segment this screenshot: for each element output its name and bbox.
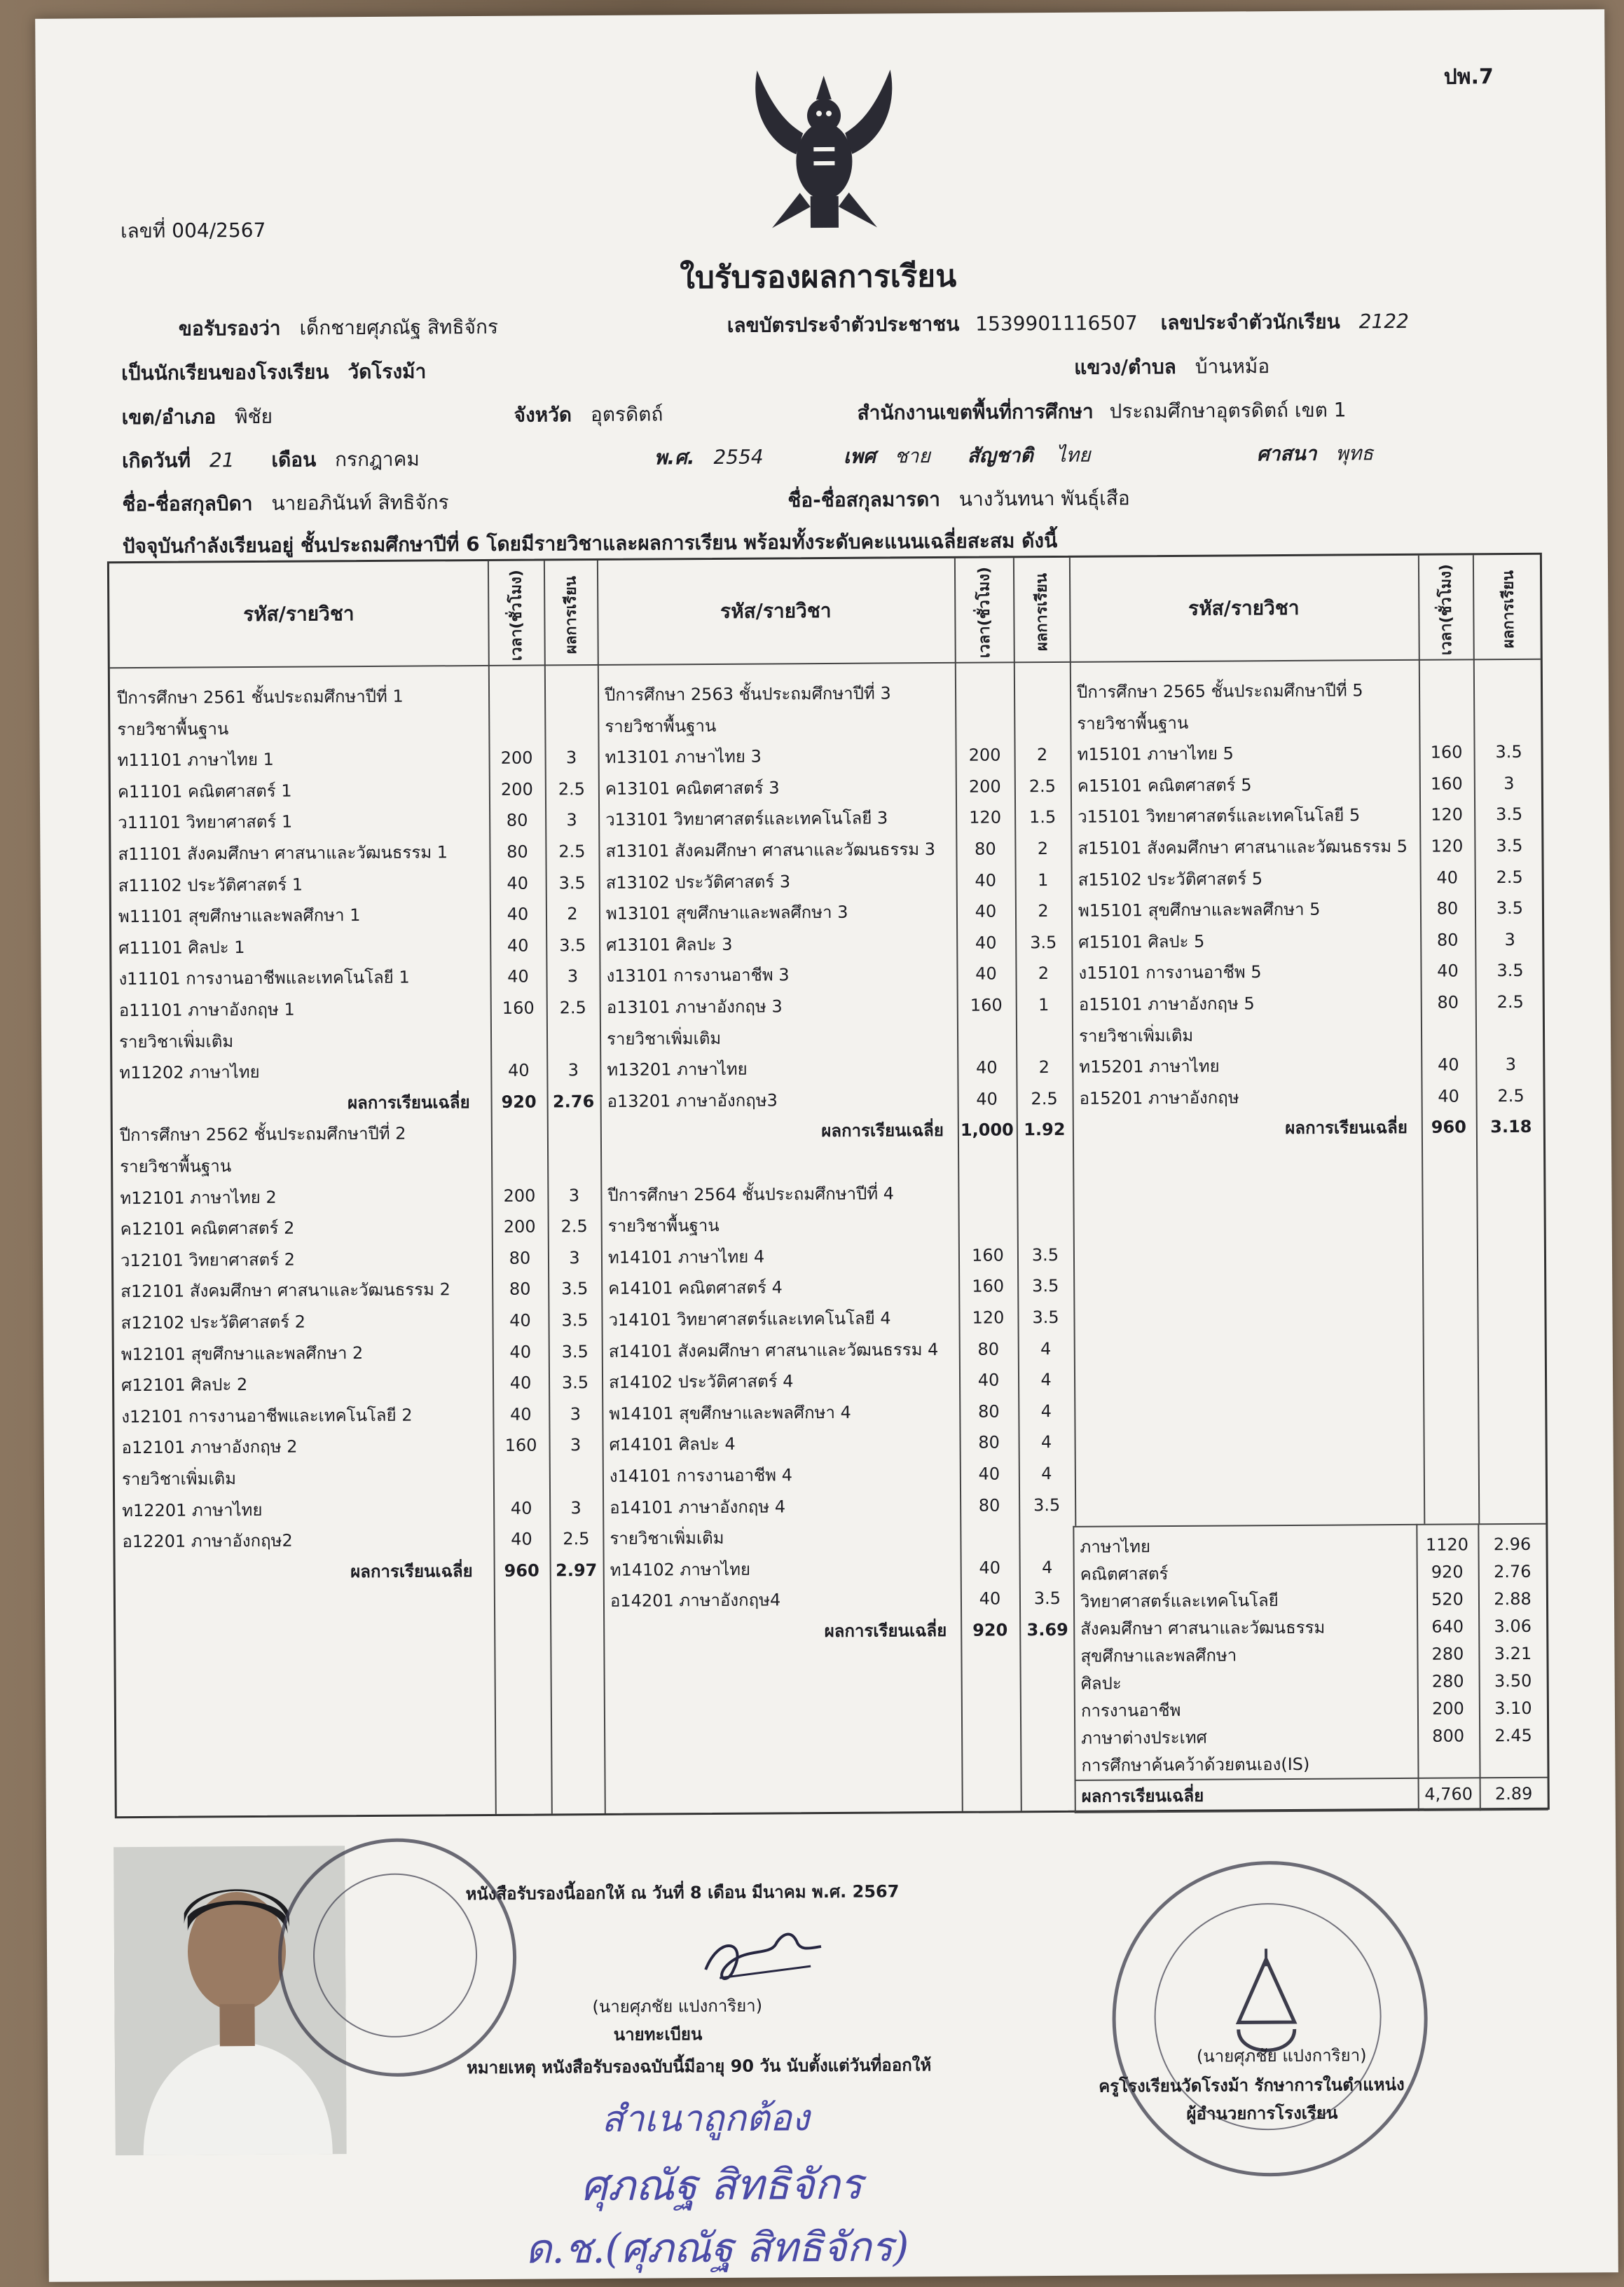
subject-cell: ศ11101 ศิลปะ 1 — [118, 937, 245, 958]
mother-name: นางวันทนา พันธุ์เสือ — [958, 486, 1130, 511]
document-number: เลขที่ 004/2567 — [120, 218, 266, 243]
summary-hours: 640 — [1431, 1616, 1464, 1637]
born-month: กรกฎาคม — [335, 447, 420, 472]
grade-cell: 3.5 — [561, 1310, 589, 1331]
hours-cell: 40 — [510, 1498, 532, 1518]
hours-cell: 40 — [975, 1057, 998, 1078]
grade-cell: 2 — [567, 904, 578, 924]
subject-cell: ปีการศึกษา 2563 ชั้นประถมศึกษาปีที่ 3 — [604, 683, 891, 705]
hours-cell: 120 — [1431, 804, 1464, 825]
father-label: ชื่อ-ชื่อสกุลบิดา — [122, 491, 253, 516]
hours-cell: 40 — [507, 966, 529, 987]
form-code: ปพ.7 — [1443, 64, 1494, 90]
hours-cell: 40 — [977, 1370, 1000, 1390]
subject-cell: รายวิชาเพิ่มเติม — [606, 1028, 722, 1049]
grade-cell: 3 — [570, 1435, 582, 1455]
subject-cell: ปีการศึกษา 2565 ชั้นประถมศึกษาปีที่ 5 — [1076, 680, 1363, 702]
hours-cell: 40 — [1438, 1086, 1459, 1106]
subject-cell: ค12101 คณิตศาสตร์ 2 — [120, 1218, 295, 1239]
subject-cell: รายวิชาเพิ่มเติม — [610, 1528, 724, 1549]
hours-cell: 40 — [507, 935, 529, 956]
director-title-1: ครูโรงเรียนวัดโรงม้า รักษาการในตำแหน่ง — [1099, 2074, 1405, 2096]
summary-row — [1074, 1747, 1548, 1781]
subject-cell: ผลการเรียนเฉลี่ย — [350, 1560, 473, 1581]
grade-cell: 3.18 — [1490, 1117, 1532, 1137]
grade-cell: 1.92 — [1024, 1120, 1066, 1140]
hours-cell — [958, 1177, 1017, 1178]
subject-cell: ท12101 ภาษาไทย 2 — [120, 1187, 277, 1208]
hours-cell: 40 — [975, 933, 997, 953]
summary-subject: สุขศึกษาและพลศึกษา — [1080, 1645, 1237, 1666]
hours-cell: 120 — [1431, 836, 1464, 856]
hours-cell: 40 — [507, 873, 529, 893]
summary-grade: 2.88 — [1494, 1588, 1532, 1609]
director-name: (นายศุภชัย แปงการิยา) — [1196, 2045, 1367, 2066]
grade-cell: 4 — [1040, 1370, 1052, 1390]
student-name: เด็กชายศุภณัฐ สิทธิจักร — [299, 315, 499, 340]
subject-cell: ท11101 ภาษาไทย 1 — [117, 749, 274, 771]
grade-cell: 3.5 — [1030, 932, 1057, 953]
subject-cell: ผลการเรียนเฉลี่ย — [1285, 1118, 1408, 1139]
summary-subject: ศิลปะ — [1080, 1673, 1122, 1694]
hours-cell: 960 — [1431, 1117, 1466, 1138]
hours-cell: 920 — [972, 1620, 1008, 1640]
subject-cell: รายวิชาเพิ่มเติม — [1078, 1025, 1194, 1046]
grade-cell — [1475, 1017, 1546, 1018]
subject-cell: ปีการศึกษา 2562 ชั้นประถมศึกษาปีที่ 2 — [119, 1124, 406, 1146]
director-title-2: ผู้อำนวยการโรงเรียน — [1186, 2103, 1338, 2124]
hours-cell: 200 — [500, 748, 533, 769]
subdistrict-value: บ้านหม้อ — [1195, 355, 1270, 378]
born-year: 2554 — [713, 445, 764, 469]
subject-cell: ส12101 สังคมศึกษา ศาสนาและวัฒนธรรม 2 — [121, 1279, 450, 1302]
hours-cell: 80 — [509, 1248, 531, 1268]
hours-cell — [960, 1521, 1019, 1522]
subject-cell: ง15101 การงานอาชีพ 5 — [1078, 962, 1262, 984]
handwritten-certified-copy: สำเนาถูกต้อง — [601, 2097, 810, 2141]
registrar-title: นายทะเบียน — [613, 2024, 703, 2045]
grade-cell: 4 — [1040, 1338, 1052, 1359]
handwritten-signature-name: ศุภณัฐ สิทธิจักร — [580, 2159, 863, 2211]
grade-cell: 3 — [1505, 1055, 1517, 1075]
hours-cell: 40 — [509, 1404, 532, 1424]
subject-cell: พ14101 สุขศึกษาและพลศึกษา 4 — [609, 1402, 851, 1424]
grade-cell: 2 — [1038, 901, 1049, 921]
hours-cell: 40 — [507, 904, 529, 924]
grade-cell: 4 — [1041, 1557, 1053, 1577]
religion-value: พุทธ — [1335, 441, 1374, 465]
office-label: สำนักงานเขตพื้นที่การศึกษา — [857, 399, 1094, 425]
grade-cell: 2 — [1038, 1057, 1050, 1078]
grade-cell: 3.5 — [559, 935, 586, 956]
hours-cell: 200 — [968, 745, 1001, 765]
grade-cell: 3 — [567, 1060, 579, 1080]
summary-grade: 3.21 — [1494, 1643, 1532, 1664]
summary-subject: คณิตศาสตร์ — [1080, 1564, 1169, 1584]
grade-cell: 2.5 — [563, 1529, 590, 1549]
hours-cell: 160 — [1430, 774, 1463, 794]
grade-cell: 3 — [1504, 929, 1515, 949]
validity-note: หมายเหตุ หนังสือรับรองฉบับนี้มีอายุ 90 วัน นับตั้งแต่วันที่ออกให้ — [466, 2055, 932, 2078]
subject-cell: อ13101 ภาษาอังกฤษ 3 — [606, 996, 783, 1017]
header-subject-3: รหัส/รายวิชา — [1188, 596, 1300, 620]
student-no-label: เลขประจำตัวนักเรียน — [1160, 310, 1340, 335]
subject-cell: ค15101 คณิตศาสตร์ 5 — [1077, 775, 1252, 796]
grade-cell: 2.97 — [556, 1560, 598, 1581]
grade-cell: 3.69 — [1026, 1619, 1068, 1640]
subject-cell: ค14101 คณิตศาสตร์ 4 — [608, 1277, 783, 1299]
subject-cell: ง11101 การงานอาชีพและเทคโนโลยี 1 — [118, 968, 410, 989]
grade-cell: 2 — [1036, 745, 1048, 765]
summary-hours — [1417, 1747, 1479, 1748]
id-label: เลขบัตรประจำตัวประชาชน — [727, 312, 960, 337]
subject-cell: พ13101 สุขศึกษาและพลศึกษา 3 — [605, 902, 848, 924]
registrar-name: (นายศุภชัย แปงการิยา) — [592, 1996, 763, 2017]
subject-cell: อ14201 ภาษาอังกฤษ4 — [610, 1590, 781, 1612]
subject-cell: อ15101 ภาษาอังกฤษ 5 — [1078, 994, 1255, 1015]
summary-total-grade: 2.89 — [1494, 1783, 1533, 1804]
hours-cell: 40 — [979, 1588, 1001, 1609]
hours-cell: 80 — [1436, 898, 1459, 919]
summary-grade — [1479, 1747, 1548, 1748]
grade-cell: 2 — [1038, 963, 1050, 984]
summary-hours: 920 — [1431, 1562, 1464, 1582]
hours-cell: 40 — [1436, 867, 1459, 888]
header-grade-3: ผลการเรียน — [1499, 570, 1518, 649]
summary-grade: 3.10 — [1494, 1698, 1532, 1719]
hours-cell: 80 — [509, 1279, 531, 1300]
subject-cell: พ12101 สุขศึกษาและพลศึกษา 2 — [121, 1342, 364, 1364]
subject-cell: ส12102 ประวัติศาสตร์ 2 — [121, 1312, 306, 1333]
subject-cell: ว15101 วิทยาศาสตร์และเทคโนโลยี 5 — [1078, 805, 1361, 827]
grade-cell: 3 — [566, 810, 577, 830]
hours-cell: 40 — [1437, 961, 1459, 982]
hours-cell: 200 — [968, 776, 1001, 797]
grade-cell: 1 — [1037, 870, 1049, 890]
summary-total-label: ผลการเรียนเฉลี่ย — [1081, 1785, 1204, 1806]
subject-cell: ส15101 สังคมศึกษา ศาสนาและวัฒนธรรม 5 — [1078, 836, 1408, 858]
grade-cell: 3 — [569, 1247, 580, 1268]
hours-cell: 40 — [1437, 1055, 1459, 1075]
subject-cell: ท14101 ภาษาไทย 4 — [607, 1246, 765, 1268]
hours-cell: 200 — [503, 1186, 536, 1206]
grade-cell: 2.5 — [558, 842, 586, 862]
grade-cell: 3.5 — [1032, 1307, 1059, 1328]
certificate-sheet — [35, 9, 1618, 2282]
grade-cell: 2.5 — [1497, 1085, 1525, 1106]
subject-cell: ง13101 การงานอาชีพ 3 — [606, 965, 790, 987]
grade-cell: 3 — [570, 1403, 582, 1424]
school-name: วัดโรงม้า — [347, 359, 427, 384]
summary-hours: 1120 — [1425, 1534, 1469, 1555]
grade-cell: 3 — [567, 966, 579, 987]
hours-cell: 920 — [501, 1092, 537, 1112]
garuda-emblem — [743, 55, 906, 238]
grade-cell — [1473, 674, 1543, 675]
hours-cell: 80 — [977, 1339, 1000, 1359]
father-name: นายอภินันท์ สิทธิจักร — [271, 490, 449, 515]
hours-cell: 120 — [972, 1307, 1005, 1328]
sex-label: เพศ — [843, 444, 876, 468]
summary-total-hours: 4,760 — [1424, 1784, 1473, 1804]
subject-cell: พ15101 สุขศึกษาและพลศึกษา 5 — [1078, 899, 1321, 921]
grade-cell: 3.5 — [1496, 961, 1524, 981]
grade-cell: 3.5 — [1033, 1588, 1061, 1609]
student-no: 2122 — [1358, 309, 1410, 334]
grade-cell: 3.5 — [561, 1373, 589, 1393]
born-day: 21 — [209, 448, 235, 472]
hours-cell: 200 — [503, 1216, 536, 1237]
subject-cell: รายวิชาพื้นฐาน — [607, 1216, 720, 1237]
subject-cell: รายวิชาพื้นฐาน — [120, 1156, 232, 1177]
grade-cell: 3.5 — [1495, 804, 1523, 825]
grade-cell: 2.76 — [552, 1091, 595, 1112]
grade-cell: 3.5 — [1496, 835, 1523, 856]
hours-cell: 40 — [975, 963, 997, 984]
grade-cell: 4 — [1040, 1401, 1052, 1421]
hours-cell: 40 — [975, 870, 997, 891]
subject-cell: ท11202 ภาษาไทย — [119, 1062, 260, 1083]
subject-cell: ผลการเรียนเฉลี่ย — [824, 1620, 947, 1642]
hours-cell: 80 — [506, 810, 528, 831]
hours-cell: 160 — [970, 995, 1003, 1015]
subject-cell: ส14102 ประวัติศาสตร์ 4 — [608, 1371, 794, 1393]
subject-cell: ท13201 ภาษาไทย — [607, 1059, 748, 1080]
summary-subject: ภาษาไทย — [1080, 1537, 1151, 1557]
subject-cell: ส13101 สังคมศึกษา ศาสนาและวัฒนธรรม 3 — [605, 839, 936, 861]
summary-grade: 2.96 — [1493, 1534, 1532, 1555]
summary-hours: 280 — [1431, 1644, 1464, 1664]
hours-cell: 80 — [978, 1495, 1000, 1516]
subject-cell: อ11101 ภาษาอังกฤษ 1 — [118, 999, 295, 1021]
grade-cell: 3 — [568, 1185, 580, 1205]
header-subject-1: รหัส/รายวิชา — [243, 602, 355, 626]
sex-value: ชาย — [894, 444, 930, 468]
subject-cell: ว11101 วิทยาศาสตร์ 1 — [118, 812, 293, 833]
header-hours-2: เวลา(ชั่วโมง) — [975, 566, 994, 659]
subject-cell: ท13101 ภาษาไทย 3 — [605, 746, 762, 768]
subject-cell: ท12201 ภาษาไทย — [122, 1499, 263, 1520]
born-day-label: เกิดวันที่ — [121, 448, 191, 473]
hours-cell: 960 — [504, 1560, 539, 1581]
subject-cell: ท14102 ภาษาไทย — [610, 1559, 751, 1580]
grade-cell: 3.5 — [561, 1279, 589, 1299]
summary-hours: 800 — [1432, 1726, 1465, 1746]
office-value: ประถมศึกษาอุตรดิตถ์ เขต 1 — [1109, 398, 1347, 423]
grade-cell: 3 — [570, 1497, 582, 1518]
grade-cell: 3.5 — [1033, 1495, 1061, 1515]
province-value: อุตรดิตถ์ — [590, 402, 663, 427]
hours-cell: 40 — [509, 1342, 532, 1362]
hours-cell: 200 — [500, 779, 533, 799]
grade-cell: 3.5 — [1496, 898, 1524, 919]
subject-cell: อ13201 ภาษาอังกฤษ3 — [607, 1090, 778, 1111]
mother-label: ชื่อ-ชื่อสกุลมารดา — [787, 487, 941, 512]
subject-cell: รายวิชาพื้นฐาน — [117, 718, 229, 739]
religion-label: ศาสนา — [1256, 441, 1317, 466]
subject-cell: ศ12101 ศิลปะ 2 — [121, 1375, 248, 1396]
header-hours-3: เวลา(ชั่วโมง) — [1437, 563, 1456, 656]
grade-cell: 2.5 — [1028, 776, 1057, 797]
grade-cell: 3.5 — [1495, 742, 1522, 762]
subject-cell: ศ15101 ศิลปะ 5 — [1078, 931, 1205, 952]
grade-cell: 4 — [1040, 1432, 1052, 1452]
header-grade-2: ผลการเรียน — [1033, 572, 1052, 652]
subdistrict-label: แขวง/ตำบล — [1074, 355, 1176, 379]
district-label: เขต/อำเภอ — [121, 405, 216, 430]
header-grade-1: ผลการเรียน — [562, 576, 581, 654]
summary-subject: การงานอาชีพ — [1080, 1700, 1181, 1721]
hours-cell: 80 — [975, 839, 996, 859]
subject-cell: อ12201 ภาษาอังกฤษ2 — [122, 1530, 293, 1552]
header-subject-2: รหัส/รายวิชา — [720, 598, 832, 623]
handwritten-printed-name: ด.ช.(ศุภณัฐ สิทธิจักร) — [525, 2223, 909, 2273]
hours-cell: 80 — [507, 842, 528, 862]
district-value: พิชัย — [234, 404, 273, 429]
subject-cell: ส11101 สังคมศึกษา ศาสนาและวัฒนธรรม 1 — [118, 842, 448, 865]
hours-cell: 40 — [509, 1373, 532, 1393]
hours-cell: 160 — [971, 1245, 1004, 1265]
summary-subject: วิทยาศาสตร์และเทคโนโลยี — [1080, 1591, 1279, 1612]
subject-cell: ศ14101 ศิลปะ 4 — [609, 1434, 736, 1455]
subject-cell: ท15101 ภาษาไทย 5 — [1077, 743, 1234, 764]
subject-cell: ผลการเรียนเฉลี่ย — [347, 1092, 470, 1113]
summary-subject: การศึกษาค้นคว้าด้วยตนเอง(IS) — [1081, 1754, 1310, 1776]
subject-cell: รายวิชาพื้นฐาน — [1077, 713, 1189, 734]
summary-grade: 2.76 — [1493, 1561, 1532, 1582]
subject-cell: ง14101 การงานอาชีพ 4 — [609, 1465, 793, 1486]
hours-cell: 40 — [976, 1089, 998, 1109]
header-hours-1: เวลา(ชั่วโมง) — [507, 570, 526, 661]
subject-cell: ง12101 การงานอาชีพและเทคโนโลยี 2 — [121, 1405, 413, 1427]
subject-cell: พ11101 สุขศึกษาและพลศึกษา 1 — [118, 905, 361, 927]
certify-label: ขอรับรองว่า — [178, 316, 281, 341]
grade-cell: 3.5 — [1032, 1276, 1059, 1296]
summary-subject: สังคมศึกษา ศาสนาและวัฒนธรรม — [1080, 1617, 1326, 1639]
hours-cell: 40 — [978, 1464, 1000, 1484]
grade-cell: 2 — [1037, 839, 1049, 859]
grade-cell — [1473, 705, 1543, 706]
hours-cell: 80 — [1437, 992, 1459, 1012]
subject-cell: ผลการเรียนเฉลี่ย — [821, 1120, 944, 1141]
hours-cell: 1,000 — [960, 1120, 1014, 1141]
subject-cell: ว12101 วิทยาศาสตร์ 2 — [120, 1249, 296, 1270]
subject-cell: รายวิชาเพิ่มเติม — [118, 1031, 234, 1052]
subject-cell: ปีการศึกษา 2561 ชั้นประถมศึกษาปีที่ 1 — [116, 686, 404, 708]
hours-cell: 40 — [979, 1558, 1001, 1578]
hours-cell: 160 — [504, 1435, 537, 1456]
grade-cell: 2.5 — [559, 998, 586, 1018]
grade-cell: 1.5 — [1028, 807, 1057, 827]
summary-total-row — [1075, 1778, 1548, 1812]
province-label: จังหวัด — [514, 403, 572, 427]
summary-grade: 2.45 — [1494, 1725, 1532, 1746]
grade-cell: 3.5 — [561, 1341, 589, 1361]
page-title: ใบรับรองผลการเรียน — [680, 258, 957, 296]
subject-cell: อ12101 ภาษาอังกฤษ 2 — [121, 1437, 298, 1458]
subject-cell: ปีการศึกษา 2564 ชั้นประถมศึกษาปีที่ 4 — [607, 1183, 895, 1205]
hours-cell: 80 — [977, 1401, 1000, 1422]
subject-cell: ค11101 คณิตศาสตร์ 1 — [117, 781, 292, 802]
registrar-signature — [691, 1920, 832, 1998]
summary-grade: 3.50 — [1494, 1670, 1532, 1691]
hours-cell: 40 — [511, 1529, 532, 1549]
hours-cell: 80 — [1436, 930, 1459, 950]
subject-cell: ส14101 สังคมศึกษา ศาสนาและวัฒนธรรม 4 — [608, 1339, 939, 1361]
subject-cell: อ14101 ภาษาอังกฤษ 4 — [610, 1496, 786, 1518]
summary-subject: ภาษาต่างประเทศ — [1081, 1727, 1207, 1748]
grade-cell: 1 — [1038, 995, 1050, 1015]
subject-cell: รายวิชาเพิ่มเติม — [121, 1469, 237, 1490]
grade-cell: 3 — [1503, 773, 1515, 793]
nationality-label: สัญชาติ — [967, 444, 1033, 467]
grade-cell: 2.5 — [1496, 991, 1524, 1012]
nationality-value: ไทย — [1056, 443, 1091, 467]
school-label: เป็นนักเรียนของโรงเรียน — [121, 360, 329, 385]
intro-sentence: ปัจจุบันกำลังเรียนอยู่ ชั้นประถมศึกษาปีที่ 6 โดยมีรายวิชาและผลการเรียน พร้อมทั้งระดับคะแนนเฉลี่ยสะสม ดังนี้ — [122, 528, 1058, 558]
month-label: เดือน — [271, 448, 317, 472]
hours-cell: 40 — [975, 901, 997, 921]
subject-cell: ค13101 คณิตศาสตร์ 3 — [605, 778, 780, 799]
hours-cell: 120 — [969, 807, 1002, 828]
grade-cell: 3.5 — [1031, 1244, 1059, 1265]
grade-cell: 2.5 — [1496, 867, 1523, 887]
summary-hours: 200 — [1431, 1698, 1464, 1719]
subject-cell: ศ13101 ศิลปะ 3 — [606, 934, 733, 955]
subject-cell: ส15102 ประวัติศาสตร์ 5 — [1078, 868, 1263, 890]
grade-cell: 3.5 — [558, 872, 586, 893]
hours-cell: 80 — [978, 1432, 1000, 1453]
subject-cell: ท15201 ภาษาไทย — [1079, 1056, 1220, 1077]
summary-grade: 3.06 — [1494, 1616, 1532, 1637]
grade-cell: 3 — [565, 748, 577, 768]
grade-cell: 2.5 — [560, 1216, 588, 1237]
subject-cell: รายวิชาพื้นฐาน — [605, 715, 717, 736]
summary-hours: 520 — [1431, 1589, 1464, 1609]
hours-cell: 40 — [507, 1060, 530, 1080]
grade-cell: 2.5 — [558, 778, 586, 799]
subject-cell: อ15201 ภาษาอังกฤษ — [1079, 1087, 1239, 1108]
grade-cell: 2.5 — [1031, 1088, 1058, 1109]
hours-cell: 40 — [509, 1310, 531, 1331]
hours-cell: 160 — [972, 1276, 1005, 1297]
id-value: 1539901116507 — [975, 311, 1138, 336]
subject-cell: ว13101 วิทยาศาสตร์และเทคโนโลยี 3 — [605, 808, 888, 830]
hours-cell: 160 — [1430, 742, 1463, 762]
summary-hours: 280 — [1431, 1671, 1464, 1691]
subject-cell: ส11102 ประวัติศาสตร์ 1 — [118, 874, 303, 895]
hours-cell: 160 — [502, 998, 535, 1018]
subject-cell: ส13102 ประวัติศาสตร์ 3 — [605, 871, 791, 893]
grade-cell: 4 — [1041, 1464, 1052, 1484]
summary-table — [1073, 1523, 1548, 1813]
school-seal-left-inner — [312, 1873, 477, 2038]
subject-cell: ว14101 วิทยาศาสตร์และเทคโนโลยี 4 — [608, 1308, 891, 1330]
issue-line: หนังสือรับรองนี้ออกให้ ณ วันที่ 8 เดือน มีนาคม พ.ศ. 2567 — [465, 1881, 900, 1904]
year-label: พ.ศ. — [654, 446, 695, 469]
